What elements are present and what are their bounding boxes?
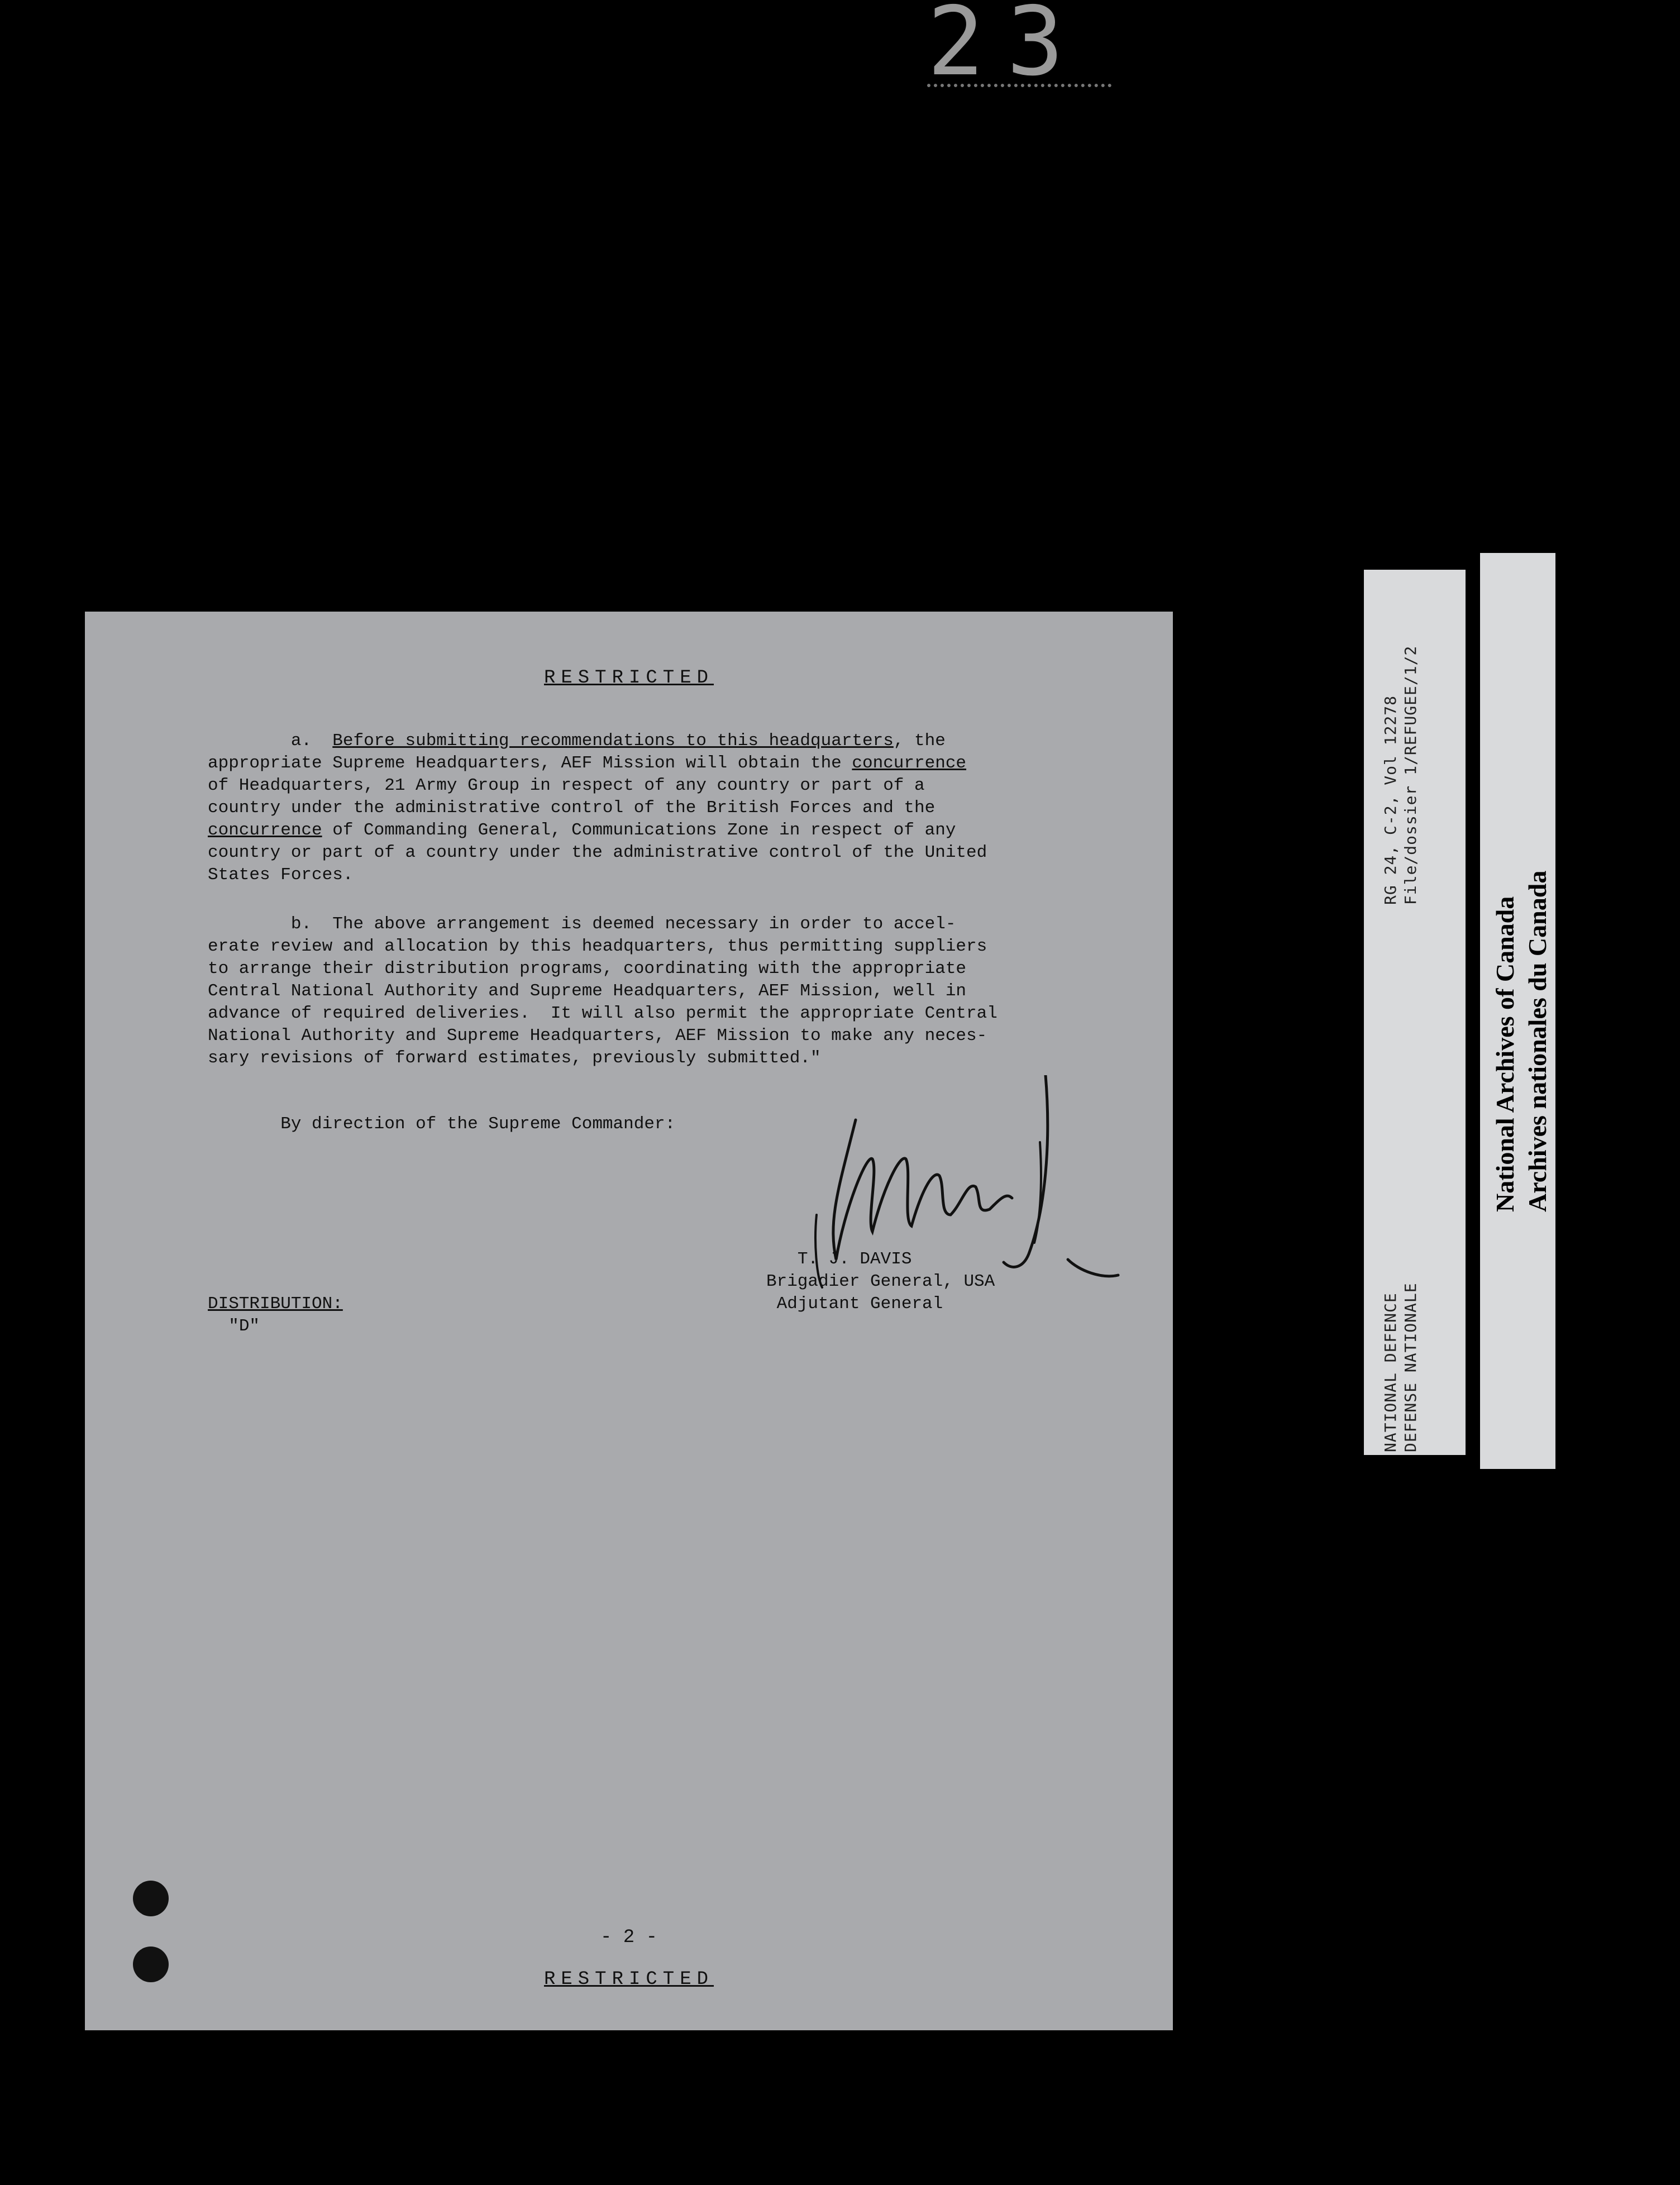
para-b-line2: erate review and allocation by this headquarters, thus permitting suppliers	[208, 937, 987, 956]
para-a-underlined-lead: Before submitting recommendations to this headquarters	[332, 731, 894, 751]
department-line2: DEFENSE NATIONALE	[1401, 1282, 1420, 1452]
para-a-line7: States Forces.	[208, 865, 354, 885]
reference-text	[1381, 646, 1421, 905]
signer-title-pad	[766, 1294, 777, 1314]
reference-line2: File/dossier 1/REFUGEE/1/2	[1401, 645, 1420, 905]
distribution-label: DISTRIBUTION:	[208, 1294, 343, 1314]
classification-footer: RESTRICTED	[543, 1969, 714, 1990]
reference-line1: RG 24, C-2, Vol 12278	[1381, 695, 1400, 905]
para-a-line3: of Headquarters, 21 Army Group in respect of any country or part of a	[208, 776, 925, 795]
frame-number: 23	[927, 0, 1111, 87]
para-a-line2-underlined: concurrence	[852, 753, 967, 773]
archives-en: National Archives of Canada	[1491, 896, 1519, 1212]
signer-title: Adjutant General	[776, 1294, 943, 1314]
paragraph-a	[208, 730, 1146, 886]
para-a-line1-rest: , the	[893, 731, 946, 751]
distribution-value-pad	[208, 1316, 228, 1336]
para-a-line5-underlined: concurrence	[208, 820, 322, 840]
page-number: - 2 -	[600, 1927, 658, 1948]
punch-hole	[133, 1881, 169, 1916]
document-page	[85, 612, 1173, 2030]
para-a-line6: country or part of a country under the administrative control of the United	[208, 843, 987, 862]
classification-header: RESTRICTED	[543, 667, 714, 689]
direction-pad	[208, 1114, 280, 1134]
para-a-pad	[208, 731, 291, 751]
para-a-line5-rest: of Commanding General, Communications Zone in respect of any	[322, 820, 956, 840]
signer-block	[766, 1248, 1101, 1315]
para-b-label: b.	[290, 914, 312, 934]
para-a-line4: country under the administrative control of the British Forces and the	[208, 798, 936, 818]
para-b-pad	[208, 914, 291, 934]
distribution-value: "D"	[228, 1316, 260, 1336]
para-a-label: a.	[290, 731, 312, 751]
archives-fr: Archives nationales du Canada	[1523, 870, 1552, 1212]
para-b-gap	[312, 914, 332, 934]
para-b-line7: sary revisions of forward estimates, previously submitted."	[208, 1048, 821, 1068]
para-a-gap	[312, 731, 332, 751]
para-b-line5: advance of required deliveries. It will also permit the appropriate Central	[208, 1004, 997, 1023]
para-b-line1: The above arrangement is deemed necessary in order to accel-	[332, 914, 956, 934]
signer-name: T. J. DAVIS	[797, 1249, 912, 1269]
archive-label-strip	[1480, 553, 1555, 1469]
para-b-line6: National Authority and Supreme Headquarters, AEF Mission to make any neces-	[208, 1026, 987, 1046]
archives-label	[1489, 871, 1554, 1212]
para-b-line3: to arrange their distribution programs, coordinating with the appropriate	[208, 959, 967, 979]
paragraph-b	[208, 913, 1146, 1070]
signer-name-pad	[766, 1249, 798, 1269]
direction-text: By direction of the Supreme Commander:	[280, 1114, 676, 1134]
department-line1: NATIONAL DEFENCE	[1381, 1292, 1400, 1452]
signer-rank: Brigadier General, USA	[766, 1272, 995, 1291]
archive-reference-strip	[1364, 570, 1466, 1455]
para-a-line2-pre: appropriate Supreme Headquarters, AEF Mission will obtain the	[208, 753, 852, 773]
department-text	[1381, 1282, 1421, 1452]
para-b-line4: Central National Authority and Supreme Headquarters, AEF Mission, well in	[208, 981, 967, 1001]
distribution-block	[208, 1293, 343, 1338]
